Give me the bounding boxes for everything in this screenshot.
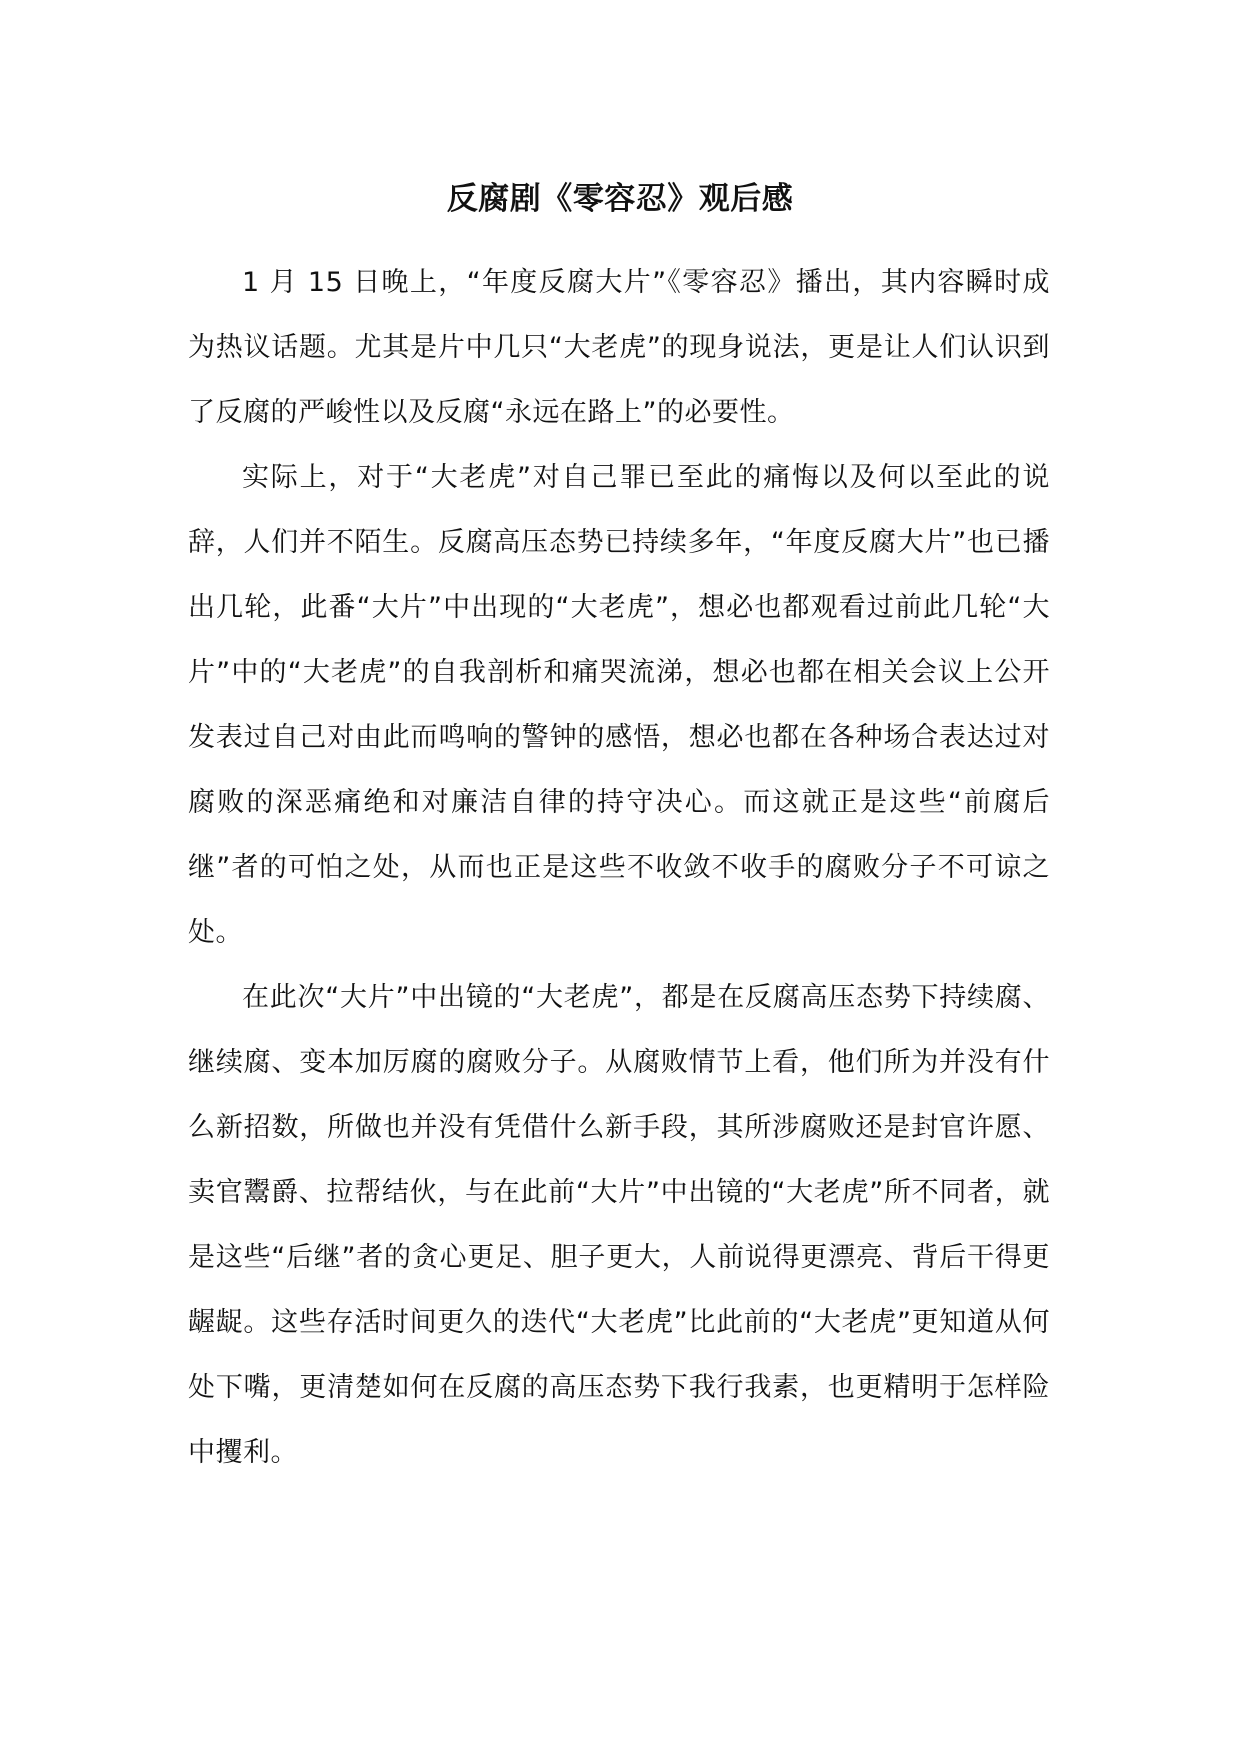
document-body xyxy=(188,250,1050,1485)
paragraph-3: 在此次“大片”中出镜的“大老虎”，都是在反腐高压态势下持续腐、继续腐、变本加厉腐的腐败分子。从腐败情节上看，他们所为并没有什么新招数，所做也并没有凭借什么新手段，其所涉腐败还是封官许愿、卖官鬻爵、拉帮结伙，与在此前“大片”中出镜的“大老虎”所不同者，就是这些“后继”者的贪心更足、胆子更大，人前说得更漂亮、背后干得更龌龊。这些存活时间更久的迭代“大老虎”比此前的“大老虎”更知道从何处下嘴，更清楚如何在反腐的高压态势下我行我素，也更精明于怎样险中攫利。 xyxy=(188,982,1050,1468)
paragraph-2: 实际上，对于“大老虎”对自己罪已至此的痛悔以及何以至此的说辞，人们并不陌生。反腐高压态势已持续多年，“年度反腐大片”也已播出几轮，此番“大片”中出现的“大老虎”，想必也都观看过前此几轮“大片”中的“大老虎”的自我剖析和痛哭流涕，想必也都在相关会议上公开发表过自己对由此而鸣响的警钟的感悟，想必也都在各种场合表达过对腐败的深恶痛绝和对廉洁自律的持守决心。而这就正是这些“前腐后继”者的可怕之处，从而也正是这些不收敛不收手的腐败分子不可谅之处。 xyxy=(188,462,1050,948)
paragraph-1: 1 月 15 日晚上，“年度反腐大片”《零容忍》播出，其内容瞬时成为热议话题。尤其是片中几只“大老虎”的现身说法，更是让人们认识到了反腐的严峻性以及反腐“永远在路上”的必要性。 xyxy=(188,267,1050,428)
document-title: 反腐剧《零容忍》观后感 xyxy=(446,181,794,217)
